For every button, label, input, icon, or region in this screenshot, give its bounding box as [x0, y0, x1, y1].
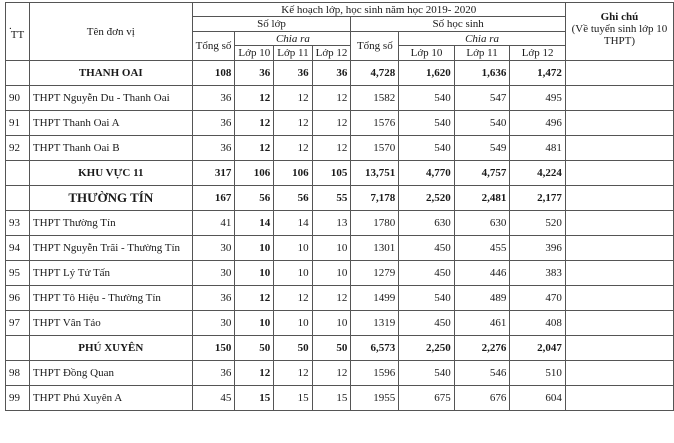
class-grade12: 13: [312, 211, 351, 236]
unit-name: THPT Lý Tử Tấn: [29, 261, 192, 286]
row-number: [6, 336, 30, 361]
class-grade10: 12: [235, 286, 274, 311]
class-grade11: 12: [274, 111, 312, 136]
plan-header: Kế hoạch lớp, học sinh năm học 2019- 2020: [192, 3, 565, 17]
class-total: 150: [192, 336, 235, 361]
class-grade10: 56: [235, 186, 274, 211]
class-grade11: 14: [274, 211, 312, 236]
student-grade12: 510: [510, 361, 566, 386]
class-grade12: 36: [312, 61, 351, 86]
student-grade11: 461: [454, 311, 510, 336]
note-cell: [565, 86, 673, 111]
class-grade10: 10: [235, 236, 274, 261]
class-grade11: 15: [274, 386, 312, 411]
unit-header: Tên đơn vị: [29, 3, 192, 61]
student-total: 1570: [351, 136, 399, 161]
student-grade11: 540: [454, 111, 510, 136]
note-cell: [565, 161, 673, 186]
class-grade12: 12: [312, 136, 351, 161]
student-grade10: 2,520: [399, 186, 455, 211]
student-grade10: 450: [399, 236, 455, 261]
group-row: [6, 336, 674, 361]
note-cell: [565, 386, 673, 411]
unit-name: THPT Phú Xuyên A: [29, 386, 192, 411]
student-grade12: 2,177: [510, 186, 566, 211]
student-grade10: 675: [399, 386, 455, 411]
student-grade12: 4,224: [510, 161, 566, 186]
class-total: 36: [192, 111, 235, 136]
class-total: 167: [192, 186, 235, 211]
class-grade10: 106: [235, 161, 274, 186]
tt-header: [6, 3, 30, 61]
class-grade12: 10: [312, 311, 351, 336]
class-grade10-header: Lớp 10: [235, 46, 274, 61]
dot-mark: .: [9, 19, 12, 32]
class-total: 36: [192, 86, 235, 111]
class-total: 36: [192, 136, 235, 161]
table-row: [6, 386, 674, 411]
tt-label: TT: [10, 28, 25, 41]
note-cell: [565, 136, 673, 161]
class-grade11: 12: [274, 86, 312, 111]
student-grade12: 470: [510, 286, 566, 311]
class-grade10: 12: [235, 361, 274, 386]
class-grade11: 12: [274, 286, 312, 311]
table-row: [6, 261, 674, 286]
student-total: 1279: [351, 261, 399, 286]
unit-name: PHÚ XUYÊN: [29, 336, 192, 361]
student-grade11: 676: [454, 386, 510, 411]
note-cell: [565, 336, 673, 361]
note-cell: [565, 186, 673, 211]
student-grade11: 489: [454, 286, 510, 311]
student-total: 1955: [351, 386, 399, 411]
table-row: [6, 86, 674, 111]
class-grade10: 15: [235, 386, 274, 411]
student-grade10: 630: [399, 211, 455, 236]
row-number: 94: [6, 236, 30, 261]
student-grade12: 383: [510, 261, 566, 286]
student-grade10: 1,620: [399, 61, 455, 86]
student-grade12: 1,472: [510, 61, 566, 86]
student-total: 1499: [351, 286, 399, 311]
class-total-header: Tổng số: [192, 32, 235, 61]
table-row: [6, 211, 674, 236]
note-cell: [565, 261, 673, 286]
student-grade10: 450: [399, 261, 455, 286]
class-total: 41: [192, 211, 235, 236]
table-row: [6, 311, 674, 336]
class-grade12: 15: [312, 386, 351, 411]
row-number: 98: [6, 361, 30, 386]
student-total: 1596: [351, 361, 399, 386]
student-total: 7,178: [351, 186, 399, 211]
student-grade12: 2,047: [510, 336, 566, 361]
row-number: 90: [6, 86, 30, 111]
student-grade11: 1,636: [454, 61, 510, 86]
class-grade11: 10: [274, 311, 312, 336]
unit-name: THANH OAI: [29, 61, 192, 86]
student-total: 1319: [351, 311, 399, 336]
class-plan-table: [5, 2, 674, 411]
student-grade10: 540: [399, 361, 455, 386]
group-row: [6, 61, 674, 86]
note-title: Ghi chú: [600, 11, 639, 23]
row-number: 95: [6, 261, 30, 286]
student-total: 6,573: [351, 336, 399, 361]
class-grade11: 12: [274, 136, 312, 161]
class-grade10: 50: [235, 336, 274, 361]
row-number: [6, 186, 30, 211]
class-grade10: 14: [235, 211, 274, 236]
unit-name: THPT Thanh Oai B: [29, 136, 192, 161]
class-grade12: 50: [312, 336, 351, 361]
class-grade11-header: Lớp 11: [274, 46, 312, 61]
row-number: 91: [6, 111, 30, 136]
class-split-header: Chia ra: [235, 32, 351, 46]
student-grade10: 450: [399, 311, 455, 336]
note-cell: [565, 311, 673, 336]
table-row: [6, 286, 674, 311]
student-grade11: 630: [454, 211, 510, 236]
unit-name: THPT Thanh Oai A: [29, 111, 192, 136]
class-count-header: Số lớp: [192, 17, 351, 32]
class-total: 30: [192, 311, 235, 336]
unit-name: THPT Tô Hiệu - Thường Tín: [29, 286, 192, 311]
student-grade10-header: Lớp 10: [399, 46, 455, 61]
student-total: 4,728: [351, 61, 399, 86]
table-row: [6, 361, 674, 386]
student-grade10: 2,250: [399, 336, 455, 361]
group-row: [6, 186, 674, 211]
class-grade11: 36: [274, 61, 312, 86]
student-grade12: 408: [510, 311, 566, 336]
student-grade11: 549: [454, 136, 510, 161]
student-total: 1301: [351, 236, 399, 261]
table-header: [6, 3, 674, 61]
note-cell: [565, 111, 673, 136]
student-grade11: 547: [454, 86, 510, 111]
student-grade11: 546: [454, 361, 510, 386]
student-grade12: 520: [510, 211, 566, 236]
class-grade12: 10: [312, 261, 351, 286]
class-grade12: 12: [312, 361, 351, 386]
student-count-header: Số học sinh: [351, 17, 565, 32]
note-header: [565, 3, 673, 61]
class-total: 36: [192, 286, 235, 311]
student-total-header: Tổng số: [351, 32, 399, 61]
class-grade11: 12: [274, 361, 312, 386]
class-grade11: 106: [274, 161, 312, 186]
class-grade12: 105: [312, 161, 351, 186]
unit-name: THPT Nguyễn Du - Thanh Oai: [29, 86, 192, 111]
note-cell: [565, 361, 673, 386]
student-split-header: Chia ra: [399, 32, 566, 46]
student-total: 1576: [351, 111, 399, 136]
group-row: [6, 161, 674, 186]
class-total: 108: [192, 61, 235, 86]
class-grade12: 12: [312, 111, 351, 136]
student-grade12-header: Lớp 12: [510, 46, 566, 61]
table-body: [6, 61, 674, 411]
note-cell: [565, 236, 673, 261]
unit-name: THPT Đồng Quan: [29, 361, 192, 386]
row-number: [6, 161, 30, 186]
class-grade11: 56: [274, 186, 312, 211]
unit-name: THPT Thường Tín: [29, 211, 192, 236]
student-grade11: 2,276: [454, 336, 510, 361]
class-total: 30: [192, 236, 235, 261]
unit-name: THPT Nguyễn Trãi - Thường Tín: [29, 236, 192, 261]
unit-name: KHU VỰC 11: [29, 161, 192, 186]
student-grade12: 396: [510, 236, 566, 261]
student-grade10: 540: [399, 111, 455, 136]
table-row: [6, 111, 674, 136]
class-grade12: 55: [312, 186, 351, 211]
student-grade10: 540: [399, 86, 455, 111]
student-grade12: 604: [510, 386, 566, 411]
student-grade11-header: Lớp 11: [454, 46, 510, 61]
class-grade10: 10: [235, 311, 274, 336]
class-grade12-header: Lớp 12: [312, 46, 351, 61]
row-number: 99: [6, 386, 30, 411]
class-grade12: 10: [312, 236, 351, 261]
student-grade11: 446: [454, 261, 510, 286]
student-total: 1582: [351, 86, 399, 111]
row-number: 92: [6, 136, 30, 161]
student-grade11: 455: [454, 236, 510, 261]
class-grade11: 10: [274, 261, 312, 286]
class-total: 30: [192, 261, 235, 286]
student-grade10: 540: [399, 136, 455, 161]
row-number: 93: [6, 211, 30, 236]
class-grade10: 10: [235, 261, 274, 286]
student-grade10: 4,770: [399, 161, 455, 186]
class-grade12: 12: [312, 286, 351, 311]
unit-name: THPT Vân Tảo: [29, 311, 192, 336]
student-total: 1780: [351, 211, 399, 236]
student-grade12: 481: [510, 136, 566, 161]
class-grade10: 12: [235, 86, 274, 111]
table-row: [6, 236, 674, 261]
note-cell: [565, 286, 673, 311]
class-grade12: 12: [312, 86, 351, 111]
student-grade11: 4,757: [454, 161, 510, 186]
student-total: 13,751: [351, 161, 399, 186]
row-number: 97: [6, 311, 30, 336]
note-cell: [565, 61, 673, 86]
class-total: 36: [192, 361, 235, 386]
row-number: 96: [6, 286, 30, 311]
student-grade12: 495: [510, 86, 566, 111]
student-grade10: 540: [399, 286, 455, 311]
row-number: [6, 61, 30, 86]
student-grade11: 2,481: [454, 186, 510, 211]
note-cell: [565, 211, 673, 236]
class-grade10: 12: [235, 111, 274, 136]
student-grade12: 496: [510, 111, 566, 136]
class-grade11: 10: [274, 236, 312, 261]
class-grade10: 12: [235, 136, 274, 161]
class-grade11: 50: [274, 336, 312, 361]
class-total: 317: [192, 161, 235, 186]
note-subtitle: (Về tuyển sinh lớp 10 THPT): [571, 23, 668, 47]
table-row: [6, 136, 674, 161]
class-total: 45: [192, 386, 235, 411]
unit-name: THƯỜNG TÍN: [29, 186, 192, 211]
class-grade10: 36: [235, 61, 274, 86]
